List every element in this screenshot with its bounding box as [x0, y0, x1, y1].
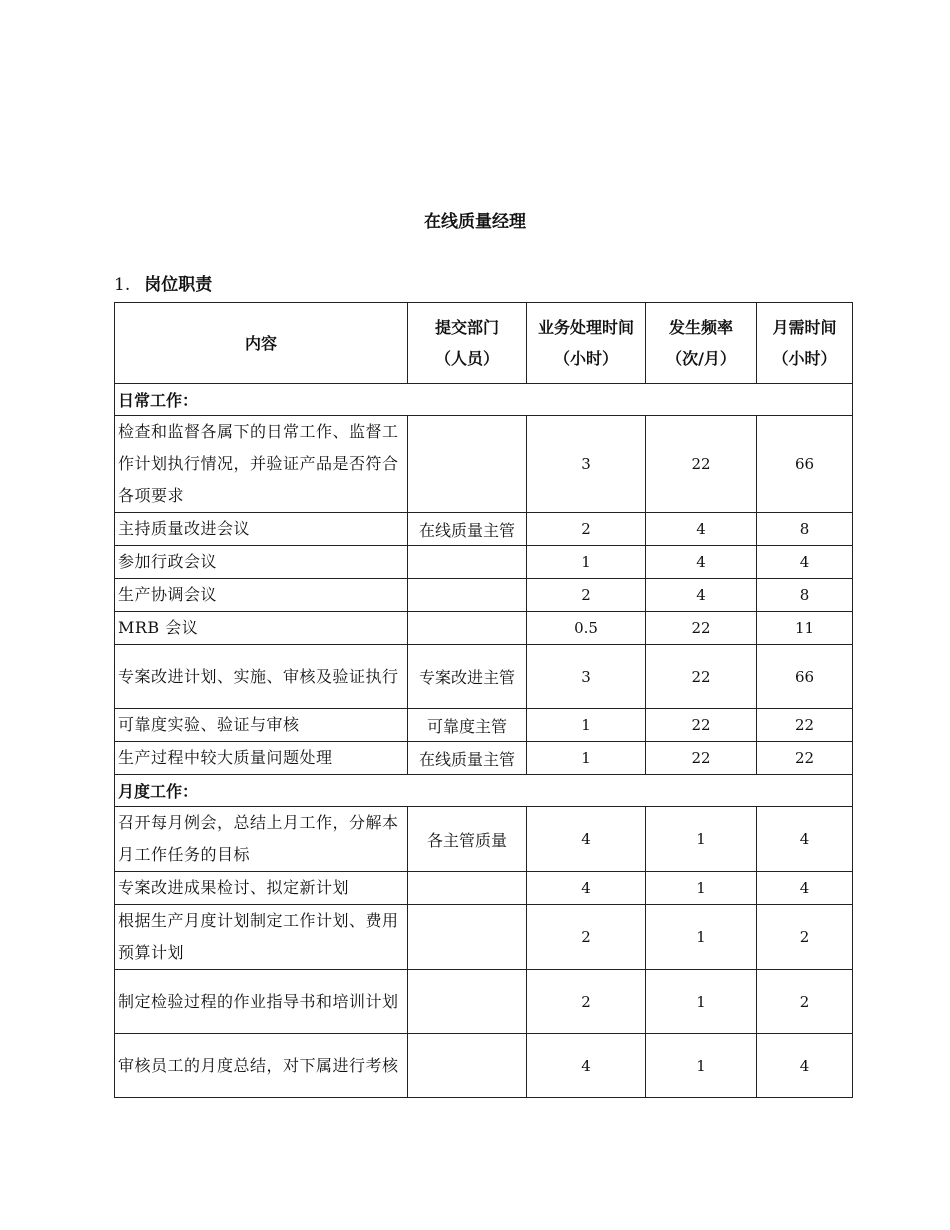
row-frequency: 22 — [646, 709, 757, 742]
section-row-monthly — [115, 775, 853, 807]
table-row — [115, 872, 853, 905]
row-time: 4 — [527, 807, 646, 872]
row-monthly: 8 — [757, 513, 853, 546]
row-time: 2 — [527, 513, 646, 546]
table-row — [115, 645, 853, 709]
section-label: 日常工作： — [115, 384, 853, 416]
row-monthly: 4 — [757, 807, 853, 872]
table-row — [115, 807, 853, 872]
row-time: 2 — [527, 905, 646, 970]
row-department — [408, 546, 527, 579]
row-frequency: 1 — [646, 872, 757, 905]
row-time: 4 — [527, 872, 646, 905]
row-content: 参加行政会议 — [115, 546, 408, 579]
header-content: 内容 — [115, 303, 408, 384]
row-content: 审核员工的月度总结，对下属进行考核 — [115, 1034, 408, 1098]
row-department — [408, 872, 527, 905]
row-time: 0.5 — [527, 612, 646, 645]
row-monthly: 66 — [757, 645, 853, 709]
row-monthly: 4 — [757, 1034, 853, 1098]
row-department — [408, 612, 527, 645]
row-frequency: 22 — [646, 645, 757, 709]
row-monthly: 4 — [757, 872, 853, 905]
section-number: 1. — [114, 275, 131, 295]
row-department: 可靠度主管 — [408, 709, 527, 742]
row-department — [408, 579, 527, 612]
row-content: 专案改进计划、实施、审核及验证执行 — [115, 645, 408, 709]
row-department: 专案改进主管 — [408, 645, 527, 709]
row-monthly: 22 — [757, 709, 853, 742]
row-time: 2 — [527, 970, 646, 1034]
row-department: 在线质量主管 — [408, 742, 527, 775]
table-row — [115, 416, 853, 513]
section-heading — [114, 270, 212, 295]
row-department — [408, 1034, 527, 1098]
row-monthly: 2 — [757, 970, 853, 1034]
row-frequency: 22 — [646, 612, 757, 645]
row-department: 在线质量主管 — [408, 513, 527, 546]
table-row — [115, 709, 853, 742]
row-content: 专案改进成果检讨、拟定新计划 — [115, 872, 408, 905]
row-department — [408, 416, 527, 513]
row-monthly: 2 — [757, 905, 853, 970]
row-content: 召开每月例会，总结上月工作，分解本月工作任务的目标 — [115, 807, 408, 872]
table-row — [115, 905, 853, 970]
row-time: 3 — [527, 416, 646, 513]
row-content: 检查和监督各属下的日常工作、监督工作计划执行情况，并验证产品是否符合各项要求 — [115, 416, 408, 513]
duty-table — [114, 302, 853, 1098]
row-content: 可靠度实验、验证与审核 — [115, 709, 408, 742]
header-processing-time: 业务处理时间 （小时） — [527, 303, 646, 384]
row-department — [408, 970, 527, 1034]
header-department: 提交部门 （人员） — [408, 303, 527, 384]
row-monthly: 4 — [757, 546, 853, 579]
row-department — [408, 905, 527, 970]
table-row — [115, 742, 853, 775]
header-monthly-time: 月需时间 （小时） — [757, 303, 853, 384]
row-department: 各主管质量 — [408, 807, 527, 872]
table-row — [115, 513, 853, 546]
table-row — [115, 579, 853, 612]
row-frequency: 1 — [646, 807, 757, 872]
row-frequency: 1 — [646, 1034, 757, 1098]
row-content: 主持质量改进会议 — [115, 513, 408, 546]
header-frequency: 发生频率 （次/月） — [646, 303, 757, 384]
row-time: 4 — [527, 1034, 646, 1098]
row-frequency: 22 — [646, 742, 757, 775]
table-row — [115, 612, 853, 645]
row-content: MRB 会议 — [115, 612, 408, 645]
row-content: 生产过程中较大质量问题处理 — [115, 742, 408, 775]
row-time: 3 — [527, 645, 646, 709]
row-content: 制定检验过程的作业指导书和培训计划 — [115, 970, 408, 1034]
row-content: 生产协调会议 — [115, 579, 408, 612]
row-time: 1 — [527, 546, 646, 579]
row-monthly: 66 — [757, 416, 853, 513]
page-title: 在线质量经理 — [424, 212, 526, 232]
section-title: 岗位职责 — [144, 275, 213, 295]
row-frequency: 1 — [646, 970, 757, 1034]
row-frequency: 22 — [646, 416, 757, 513]
section-row-daily — [115, 384, 853, 416]
row-monthly: 8 — [757, 579, 853, 612]
row-frequency: 1 — [646, 905, 757, 970]
table-header-row — [115, 303, 853, 384]
row-time: 1 — [527, 742, 646, 775]
row-content: 根据生产月度计划制定工作计划、费用预算计划 — [115, 905, 408, 970]
row-monthly: 22 — [757, 742, 853, 775]
section-label: 月度工作： — [115, 775, 853, 807]
table-row — [115, 1034, 853, 1098]
row-frequency: 4 — [646, 579, 757, 612]
row-frequency: 4 — [646, 513, 757, 546]
table-row — [115, 546, 853, 579]
row-frequency: 4 — [646, 546, 757, 579]
row-time: 1 — [527, 709, 646, 742]
row-monthly: 11 — [757, 612, 853, 645]
table-row — [115, 970, 853, 1034]
row-time: 2 — [527, 579, 646, 612]
